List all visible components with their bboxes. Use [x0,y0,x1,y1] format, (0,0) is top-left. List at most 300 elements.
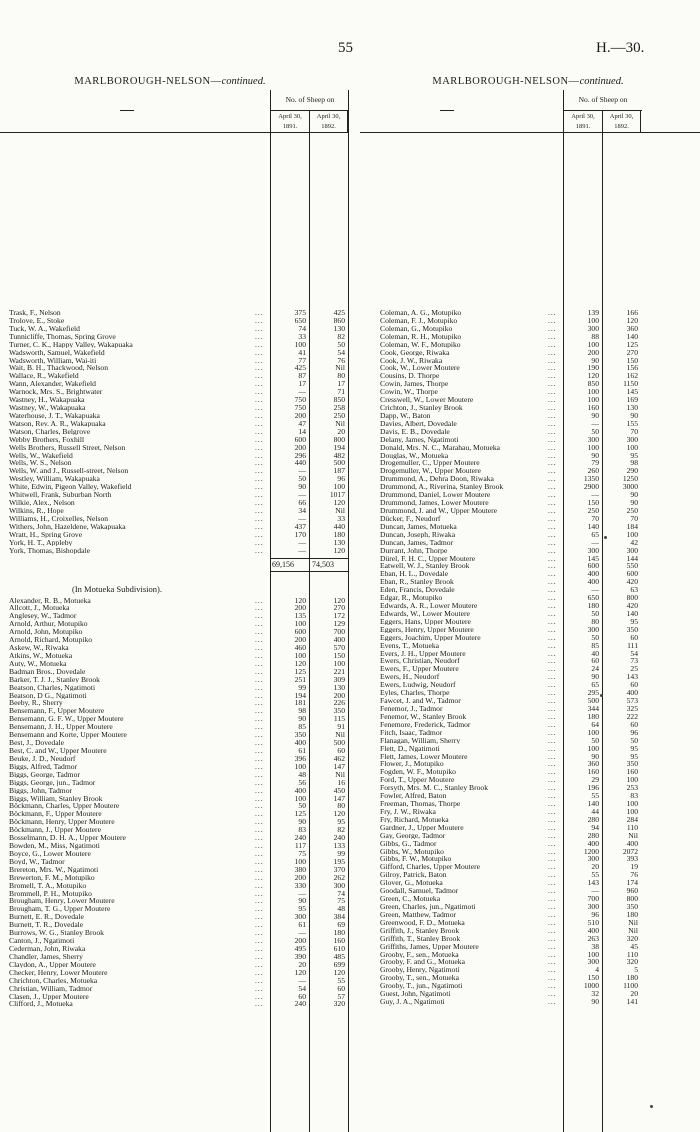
dot-leader: ... [255,666,264,676]
sheep-1891: 240 [294,833,306,843]
owner-name: Dücker, F., Neudorf [380,514,441,523]
sheep-1892: 60 [337,983,345,993]
dot-leader: ... [255,730,264,740]
owner-name: Brewerton, F. M., Motupiko [9,873,95,882]
dot-leader: ... [548,791,557,801]
dot-leader: ... [548,506,557,515]
sheep-1891: — [591,585,599,595]
sheep-1891: 94 [591,822,599,832]
sheep-1892: 120 [333,809,345,819]
sheep-1892: 60 [630,680,638,690]
owner-name: Wells, W., Wakefield [9,451,73,460]
owner-name: Coleman, F. J., Motupiko [380,316,458,325]
sheep-1891: 180 [587,601,599,611]
sheep-1892: Nil [628,917,638,927]
owner-name: Evers, J. H., Upper Moutere [380,649,466,658]
sheep-1892: 100 [626,806,638,816]
dot-leader: ... [255,331,264,341]
sheep-1892: 33 [337,513,345,523]
sheep-1892: 71 [337,387,345,397]
dot-leader: ... [255,506,264,515]
sheep-1892: 360 [626,323,638,333]
sheep-1892: 169 [626,395,638,405]
sheep-1891: 100 [294,761,306,771]
dot-leader: ... [548,458,557,468]
dot-leader: ... [255,793,264,803]
table-row [360,364,700,372]
dot-leader: ... [548,783,557,793]
owner-name: Böckmann, Henry, Upper Moutere [9,818,115,826]
sheep-1892: 226 [333,698,345,708]
sheep-1891: 95 [298,904,306,914]
sheep-1892: 300 [626,545,638,555]
sheep-1891: — [298,387,306,397]
dot-leader: ... [255,323,264,333]
sheep-1891: 100 [587,743,599,753]
dot-leader: ... [548,648,557,658]
dot-leader: ... [255,951,264,961]
dot-leader: ... [548,672,557,682]
dot-leader: ... [548,608,557,618]
owner-name: Guest, John, Ngatimoti [380,990,451,998]
sheep-1892: 1017 [329,490,345,500]
sheep-1892: Nil [335,730,345,740]
sheep-1892: 440 [333,521,345,531]
sheep-1891: 38 [591,941,599,951]
sheep-1892: 140 [626,331,638,341]
table-row [360,610,700,618]
sheep-1892: Nil [628,830,638,840]
sheep-1891: 196 [587,783,599,793]
sheep-1892: 180 [626,973,638,983]
owner-name: Claydon, A., Upper Moutere [9,960,96,969]
sheep-1891: 495 [294,944,306,953]
table-row [360,309,700,317]
sheep-1891: 100 [587,395,599,405]
owner-name: Brommell, P. H., Motupiko [9,889,92,898]
sheep-1892: 462 [333,753,345,763]
sheep-1892: 90 [630,498,638,508]
sheep-1892: 700 [333,627,345,637]
owner-name: Edgar, R., Motupiko [380,594,443,602]
total-rule-bottom [270,571,348,572]
table-row [0,420,348,428]
owner-name: Evens, T., Motueka [380,641,439,650]
owner-name: Fry, J. W., Riwaka [380,807,436,816]
table-row [360,539,700,547]
owner-name: Chrichton, Charles, Motueka [9,976,98,985]
owner-name: Turner, C. K., Happy Valley, Wakapuaka [9,340,133,349]
owner-name: Guy, J. A., Ngatimoti [380,998,445,1006]
table-row [360,515,700,523]
dot-leader: ... [548,862,557,872]
owner-name: Biggs, John, Tadmor [9,786,73,795]
sheep-1891: 300 [587,957,599,967]
dot-leader: ... [548,981,557,991]
sheep-1891: — [298,537,306,547]
dot-leader: ... [255,658,264,668]
total-rule [270,558,348,559]
dot-leader: ... [255,848,264,858]
sheep-1892: 19 [630,862,638,872]
table-row [0,897,348,905]
dot-leader: ... [548,442,557,452]
dot-leader: ... [255,474,264,484]
sheep-1892: 90 [630,410,638,420]
sheep-1892: 187 [333,466,345,476]
table-row [360,436,700,444]
sheep-1891: 750 [294,395,306,405]
owner-name: Edwards, A. R., Lower Moutere [380,602,478,610]
sheep-1892: 110 [626,949,638,959]
sheep-1891: 79 [591,458,599,468]
sheep-1892: 110 [626,822,638,832]
sheep-1891: 50 [591,632,599,642]
sheep-1891: — [591,886,599,896]
sheep-1891: 375 [294,308,306,317]
table-row [360,452,700,460]
table-row [360,531,700,539]
sheep-1891: 117 [294,841,306,851]
sheep-1892: 115 [333,714,345,724]
sheep-1891: 44 [591,806,599,816]
sheep-1891: 440 [294,458,306,468]
sheep-1891: 190 [587,363,599,373]
owner-name: Wastney, W., Wakapuaka [9,404,86,412]
sheep-1892: 150 [626,355,638,365]
sheep-1892: 309 [333,674,345,684]
table-row [0,921,348,929]
table-row [360,349,700,357]
sheep-1891: 200 [294,936,306,946]
dot-leader: ... [255,595,264,605]
sheep-1891: 650 [294,315,306,325]
sheep-1892: Nil [335,506,345,515]
table-row [360,729,700,737]
table-row [360,927,700,935]
dot-leader: ... [255,466,264,476]
sheep-1891: 100 [587,727,599,737]
dot-leader: ... [255,706,264,716]
dot-leader: ... [255,936,264,946]
dot-leader: ... [548,601,557,611]
owner-name: Duncan, James, Motueka [380,522,457,531]
owner-name: Gilroy, Patrick, Baton [380,871,447,879]
table-row [360,618,700,626]
owner-name: Trolove, E., Stoke [9,316,65,325]
table-row [360,824,700,832]
sheep-1891: 1350 [583,474,599,484]
owner-name: Biggs, William, Stanley Brook [9,794,103,803]
owner-name: Drummond, Daniel, Lower Moutere [380,491,491,499]
dot-leader: ... [255,521,264,531]
sheep-1891: 300 [587,854,599,864]
dot-leader: ... [548,521,557,531]
dot-leader: ... [548,474,557,484]
owner-name: Goodall, Samuel, Tadmor [380,887,459,895]
sheep-1892: 160 [333,936,345,946]
sheep-1891: 29 [591,775,599,785]
sheep-1891: 251 [294,674,306,684]
sheep-1892: 98 [630,458,638,468]
sheep-1892: 5 [634,965,638,975]
owner-name: Wratt, H., Spring Grove [9,530,83,539]
dot-leader: ... [255,714,264,724]
table-row [360,681,700,689]
table-row [0,325,348,333]
sheep-count-group-header: No. of Sheep on [563,90,642,111]
table-row [360,602,700,610]
sheep-1891: 100 [587,315,599,325]
dot-leader: ... [255,442,264,452]
owner-name: Badman Bros., Dovedale [9,667,86,676]
sheep-1892: 194 [333,442,345,452]
header-1891: April 30, 1891. [563,110,602,132]
sheep-1892: 80 [337,371,345,381]
sheep-1891: 300 [587,624,599,634]
sheep-1892: 120 [333,498,345,508]
sheep-1892: 800 [626,894,638,904]
table-row [0,459,348,467]
owner-name: Cowin, W., Thorpe [380,388,438,396]
sheep-1891: 330 [294,880,306,890]
owner-name: Dapp, W., Baton [380,411,431,420]
owner-name: Bowden, M., Miss, Ngatimoti [9,842,100,850]
dot-leader: ... [548,379,557,389]
sheep-1892: 400 [626,688,638,698]
page-number: 55 [338,40,353,56]
sheep-1891: 240 [294,999,306,1009]
sheep-1891: 85 [298,722,306,732]
table-row [360,388,700,396]
dot-leader: ... [255,825,264,835]
owner-name: Eban, H. L., Dovedale [380,570,449,578]
sheep-1892: 63 [630,585,638,595]
table-row [360,586,700,594]
dot-leader: ... [548,925,557,935]
owner-name: Bosselmann, D. H. A., Upper Moutere [9,834,126,842]
table-row [360,943,700,951]
dot-leader: ... [255,537,264,547]
owner-name: Wadsworth, William, Wai-iti [9,356,97,365]
owner-name: Eatwell, W. J., Stanley Brook [380,562,470,571]
owner-name: Biggs, George, Tadmor [9,770,80,779]
sheep-1892: 240 [333,833,345,843]
dot-leader: ... [255,944,264,953]
sheep-1892: 184 [626,521,638,531]
owner-name: Cresswell, W., Lower Moutere [380,396,474,404]
owner-name: White, Edwin, Pigeon Valley, Wakefield [9,483,132,491]
owner-name: Drogemuller, C., Upper Moutere [380,459,480,468]
table-row [0,890,348,898]
sheep-1892: 320 [333,999,345,1009]
owner-name: Bensemann, F., Upper Moutere [9,707,105,715]
sheep-1891: 20 [591,862,599,872]
table-row [0,913,348,921]
sheep-1892: 162 [626,371,638,381]
owner-name: Douglas, W., Motueka [380,451,449,460]
sheep-1892: 95 [630,751,638,761]
dot-leader: ... [255,490,264,500]
owner-name: Eggers, Hans, Upper Moutere [380,617,471,626]
sheep-1891: 143 [587,878,599,888]
table-row [360,578,700,586]
sheep-1891: 90 [298,896,306,906]
dot-leader: ... [255,627,264,637]
dot-leader: ... [548,933,557,943]
owner-name: Brereton, Mrs. W., Ngatimoti [9,865,99,874]
dot-leader: ... [548,965,557,975]
owner-name: Westley, William, Wakapuaka [9,475,100,483]
owner-name: Warnock, Mrs. S., Brightwater [9,388,103,396]
owner-name: Fenemore, Frederick, Tadmor [380,720,471,729]
owner-name: Tuck, W. A., Wakefield [9,324,80,333]
dot-leader: ... [255,967,264,977]
sheep-1891: 300 [294,912,306,922]
table-row [360,507,700,515]
sheep-1892: 195 [333,856,345,866]
owner-name: Ewers, F., Upper Moutere [380,665,459,673]
sheep-1891: 400 [294,785,306,795]
dot-leader: ... [255,458,264,468]
table-row [360,966,700,974]
sheep-1892: 45 [630,941,638,951]
table-row [360,737,700,745]
sheep-1891: 99 [298,682,306,692]
dot-leader: ... [548,403,557,413]
dot-leader: ... [548,997,557,1007]
owner-name: Waterhouse, J. T., Wakapuaka [9,411,100,420]
dot-leader: ... [255,513,264,523]
dot-leader: ... [548,513,557,523]
table-row [360,467,700,475]
sheep-1892: 99 [337,848,345,858]
sheep-1892: 42 [630,537,638,547]
dot-leader: ... [548,410,557,420]
total-1892: 74,503 [312,559,334,569]
sheep-1892: 60 [630,719,638,729]
owner-name: Dürel, F. H. C., Upper Moutere [380,554,476,563]
left-section-title: MARLBOROUGH-NELSON—continued. [74,76,266,87]
sheep-1891: 61 [298,920,306,930]
owner-name: Donald, Mrs. N. C., Marahau, Motueka [380,443,501,452]
sheep-1892: 290 [626,466,638,476]
sheep-1891: 140 [587,799,599,809]
sheep-1892: 320 [626,957,638,967]
owner-name: Freeman, Thomas, Thorpe [380,800,461,808]
table-row [360,863,700,871]
dot-leader: ... [548,822,557,832]
dot-leader: ... [255,856,264,866]
sheep-1892: 95 [337,817,345,827]
dot-leader: ... [548,870,557,880]
sheep-1891: — [591,418,599,428]
sheep-1891: 460 [294,643,306,653]
sheep-1891: — [591,537,599,547]
sheep-1891: 120 [294,595,306,605]
dot-leader: ... [255,928,264,938]
sheep-1892: 860 [333,315,345,325]
table-row [0,539,348,547]
owner-name: Cousins, D. Thorpe [380,372,440,380]
table-row [360,412,700,420]
owner-name: Whitwell, Frank, Suburban North [9,491,112,499]
sheep-1892: 82 [337,331,345,341]
sheep-1892: 54 [337,347,345,357]
owner-name: Bensemann, G. F. W., Upper Moutere [9,715,124,723]
sheep-1892: 50 [337,339,345,349]
owner-name: Cook, J. W., Riwaka [380,356,443,365]
table-row [0,763,348,771]
sheep-1892: 74 [337,888,345,898]
sheep-1891: 1200 [583,846,599,856]
sheep-1892: 20 [337,426,345,436]
sheep-1892: 155 [626,418,638,428]
sheep-1892: 20 [630,989,638,999]
sheep-1891: 90 [591,751,599,761]
sheep-1891: 90 [591,410,599,420]
sheep-1891: — [298,888,306,898]
sheep-1891: 500 [587,696,599,706]
table-row [360,570,700,578]
dot-leader: ... [548,347,557,357]
sheep-1892: 100 [626,442,638,452]
right-table-header [360,90,700,133]
dot-leader: ... [548,688,557,698]
sheep-1892: 69 [337,920,345,930]
dot-leader: ... [548,529,557,539]
owner-name: Boyd, W., Tadmor [9,857,65,866]
table-row [360,372,700,380]
table-row [360,776,700,784]
table-row [360,721,700,729]
sheep-1892: 166 [626,308,638,317]
owner-name: Fenemor, J., Tadmor [380,705,443,713]
sheep-1892: 350 [626,624,638,634]
dot-leader: ... [255,753,264,763]
sheep-1892: Nil [335,418,345,428]
dot-leader: ... [255,643,264,653]
sheep-1892: 393 [626,854,638,864]
table-row [360,547,700,555]
table-row [360,768,700,776]
table-row [360,745,700,753]
sheep-1892: 800 [626,593,638,603]
dot-leader: ... [548,909,557,919]
sheep-1891: 100 [294,856,306,866]
table-row [0,491,348,499]
owner-name: York, H. T., Appleby [9,538,73,547]
owner-name: Burnett, E. R., Dovedale [9,913,84,921]
sheep-1891: 50 [298,474,306,484]
dot-leader: ... [255,769,264,779]
sheep-1891: 139 [587,308,599,317]
owner-name: Wadsworth, Samuel, Wakefield [9,348,105,357]
sheep-1892: 550 [626,561,638,571]
owner-name: Wann, Alexander, Wakefield [9,380,96,388]
dot-leader: ... [548,806,557,816]
owner-name: Wastney, H., Wakapuaka [9,396,85,404]
table-row [360,594,700,602]
sheep-1891: 180 [587,711,599,721]
owner-name: Drummond, A., Dehra Doon, Riwaka [380,475,494,483]
owner-name: Grooby, T., sen., Motueka [380,974,459,982]
owner-name: Gay, George, Tadmor [380,831,446,840]
dot-leader: ... [255,619,264,629]
sheep-1892: 1100 [623,981,638,991]
sheep-1892: 250 [626,506,638,515]
owner-name: Fitch, Isaac, Tadmor [380,728,443,737]
